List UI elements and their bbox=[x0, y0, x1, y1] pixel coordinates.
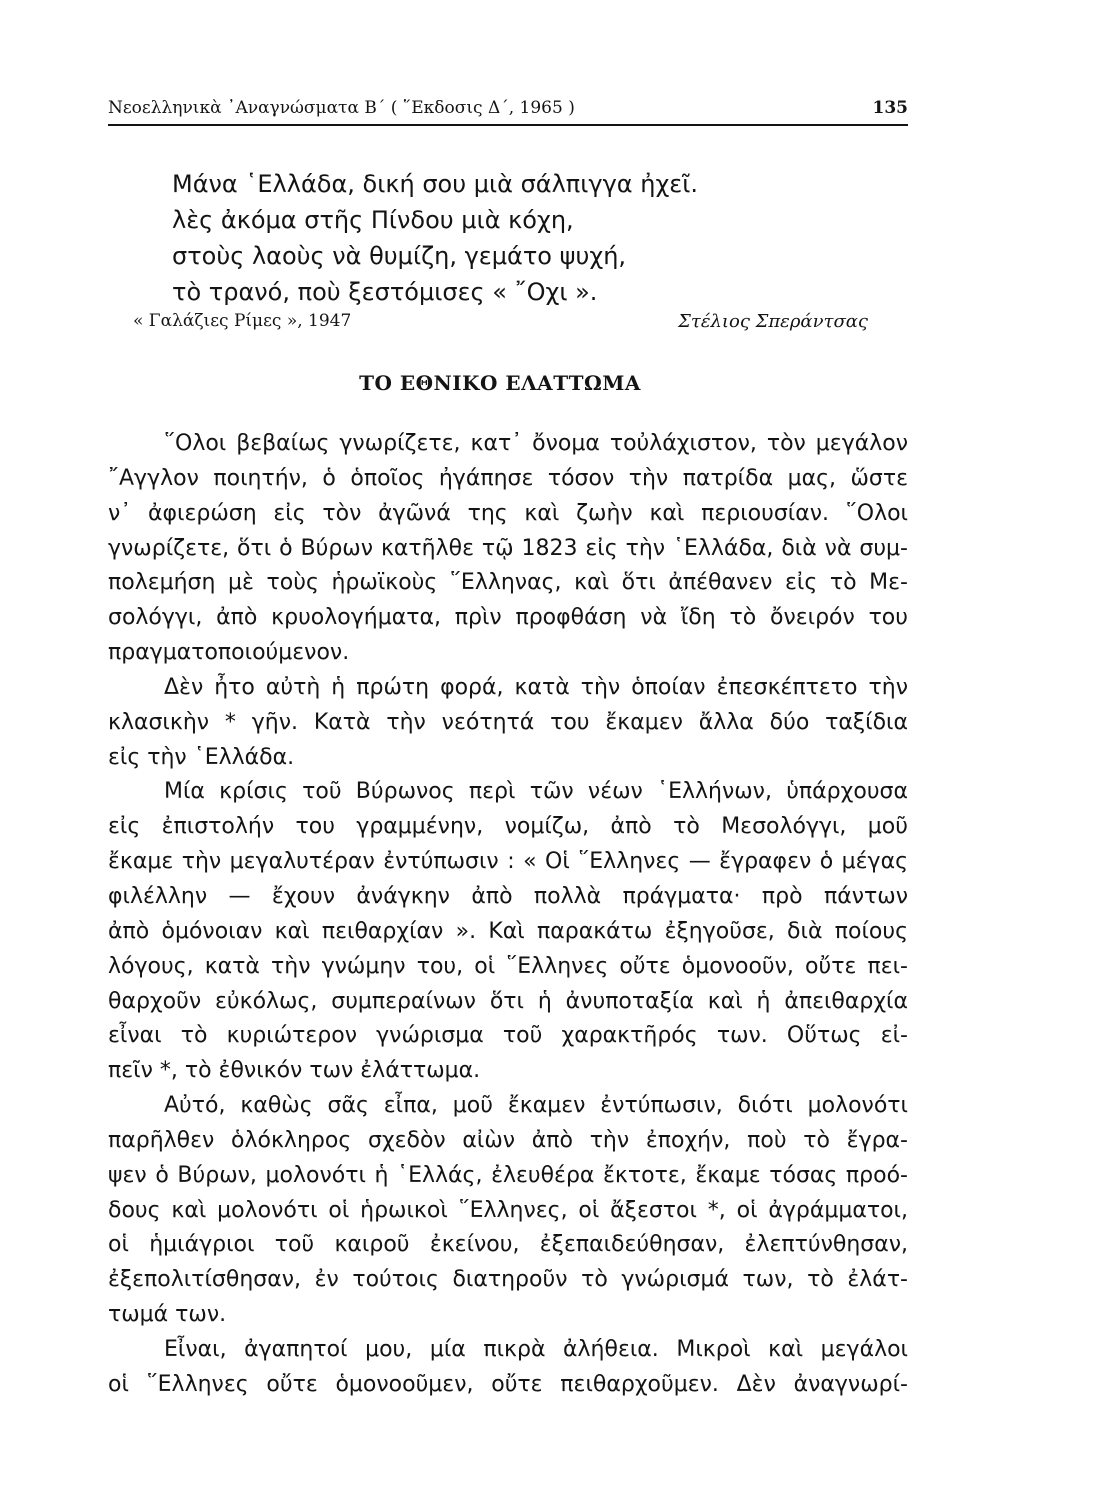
text-line: γνωρίζετε, ὅτι ὁ Βύρων κατῆλθε τῷ 1823 εἰς τὴν ῾Ελλάδα, διὰ νὰ συμ- bbox=[108, 535, 908, 561]
text-line: εἰς ἐπιστολήν του γραμμένην, νομίζω, ἀπὸ τὸ Μεσολόγγι, μοῦ bbox=[108, 814, 908, 840]
text-line: Μία κρίσις τοῦ Βύρωνος περὶ τῶν νέων ῾Ελλήνων, ὑπάρχουσα bbox=[164, 779, 908, 805]
text-line: Εἶναι, ἀγαπητοί μου, μία πικρὰ ἀλήθεια. Μικροὶ καὶ μεγάλοι bbox=[164, 1336, 908, 1362]
text-line: φιλέλλην — ἔχουν ἀνάγκην ἀπὸ πολλὰ πράγματα· πρὸ πάντων bbox=[108, 883, 908, 909]
running-title: Νεοελληνικὰ ᾿Αναγνώσματα Β΄ ( ῞Εκδοσις Δ΄, 1965 ) bbox=[108, 98, 575, 118]
text-line: δους καὶ μολονότι οἱ ἡρωικοὶ ῞Ελληνες, οἱ ἄξεστοι *, οἱ ἀγράμματοι, bbox=[108, 1197, 908, 1223]
text-line: εἶναι τὸ κυριώτερον γνώρισμα τοῦ χαρακτῆρός των. Οὕτως εἰ- bbox=[108, 1023, 908, 1049]
header-rule bbox=[108, 124, 908, 126]
article-body bbox=[108, 427, 908, 1403]
article-title: ΤΟ ΕΘΝΙΚΟ ΕΛΑΤΤΩΜΑ bbox=[359, 371, 641, 395]
text-line: κλασικὴν * γῆν. Κατὰ τὴν νεότητά του ἔκαμεν ἄλλα δύο ταξίδια bbox=[108, 709, 908, 735]
text-line: Δὲν ἦτο αὐτὴ ἡ πρώτη φορά, κατὰ τὴν ὁποίαν ἐπεσκέπτετο τὴν bbox=[164, 674, 908, 700]
text-line: ἀπὸ ὁμόνοιαν καὶ πειθαρχίαν ». Καὶ παρακάτω ἐξηγοῦσε, διὰ ποίους bbox=[108, 918, 908, 944]
text-line: ἔκαμε τὴν μεγαλυτέραν ἐντύπωσιν : « Οἱ ῞Ελληνες — ἔγραφεν ὁ μέγας bbox=[108, 849, 908, 875]
text-line: οἱ ἡμιάγριοι τοῦ καιροῦ ἐκείνου, ἐξεπαιδεύθησαν, ἐλεπτύνθησαν, bbox=[108, 1232, 908, 1258]
text-line: πραγματοποιούμενον. bbox=[108, 640, 350, 666]
poem-source: « Γαλάζιες Ρίμες », 1947 bbox=[133, 311, 352, 331]
poem-line: λὲς ἀκόμα στῆς Πίνδου μιὰ κόχη, bbox=[172, 206, 574, 234]
poem-author: Στέλιος Σπεράντσας bbox=[678, 311, 868, 332]
poem-line: τὸ τρανό, ποὺ ξεστόμισες « ῎Οχι ». bbox=[172, 278, 598, 306]
text-line: ἐξεπολιτίσθησαν, ἐν τούτοις διατηροῦν τὸ γνώρισμά των, τὸ ἐλάτ- bbox=[108, 1267, 908, 1293]
text-line: ψεν ὁ Βύρων, μολονότι ἡ ῾Ελλάς, ἐλευθέρα ἔκτοτε, ἔκαμε τόσας προό- bbox=[108, 1162, 908, 1188]
poem-stanza bbox=[172, 166, 698, 310]
text-line: οἱ ῞Ελληνες οὔτε ὁμονοοῦμεν, οὔτε πειθαρχοῦμεν. Δὲν ἀναγνωρί- bbox=[108, 1371, 908, 1397]
page-number: 135 bbox=[872, 98, 908, 118]
text-line: λόγους, κατὰ τὴν γνώμην του, οἱ ῞Ελληνες οὔτε ὁμονοοῦν, οὔτε πει- bbox=[108, 953, 908, 979]
poem-line: Μάνα ῾Ελλάδα, δική σου μιὰ σάλπιγγα ἠχεῖ. bbox=[172, 170, 699, 198]
text-line: σολόγγι, ἀπὸ κρυολογήματα, πρὶν προφθάση νὰ ἴδη τὸ ὄνειρόν του bbox=[108, 605, 908, 631]
text-line: θαρχοῦν εὐκόλως, συμπεραίνων ὅτι ἡ ἀνυποταξία καὶ ἡ ἀπειθαρχία bbox=[108, 988, 908, 1014]
text-line: παρῆλθεν ὁλόκληρος σχεδὸν αἰὼν ἀπὸ τὴν ἐποχήν, ποὺ τὸ ἔγρα- bbox=[108, 1127, 908, 1153]
text-line: Αὐτό, καθὼς σᾶς εἶπα, μοῦ ἔκαμεν ἐντύπωσιν, διότι μολονότι bbox=[164, 1093, 908, 1119]
text-line: ῞Ολοι βεβαίως γνωρίζετε, κατ᾿ ὄνομα τοὐλάχιστον, τὸν μεγάλον bbox=[164, 431, 908, 456]
text-line: εἰς τὴν ῾Ελλάδα. bbox=[108, 744, 295, 770]
text-line: πολεμήση μὲ τοὺς ἡρωϊκοὺς ῞Ελληνας, καὶ ὅτι ἀπέθανεν εἰς τὸ Με- bbox=[108, 570, 908, 596]
text-line: τωμά των. bbox=[108, 1302, 227, 1328]
poem-line: στοὺς λαοὺς νὰ θυμίζη, γεμάτο ψυχή, bbox=[172, 242, 627, 270]
text-line: ῎Αγγλον ποιητήν, ὁ ὁποῖος ἠγάπησε τόσον τὴν πατρίδα μας, ὥστε bbox=[108, 465, 908, 491]
page-header bbox=[108, 98, 908, 120]
text-line: ν᾿ ἀφιερώση εἰς τὸν ἀγῶνά της καὶ ζωὴν καὶ περιουσίαν. ῞Ολοι bbox=[108, 500, 908, 526]
text-line: πεῖν *, τὸ ἐθνικόν των ἐλάττωμα. bbox=[108, 1058, 481, 1084]
